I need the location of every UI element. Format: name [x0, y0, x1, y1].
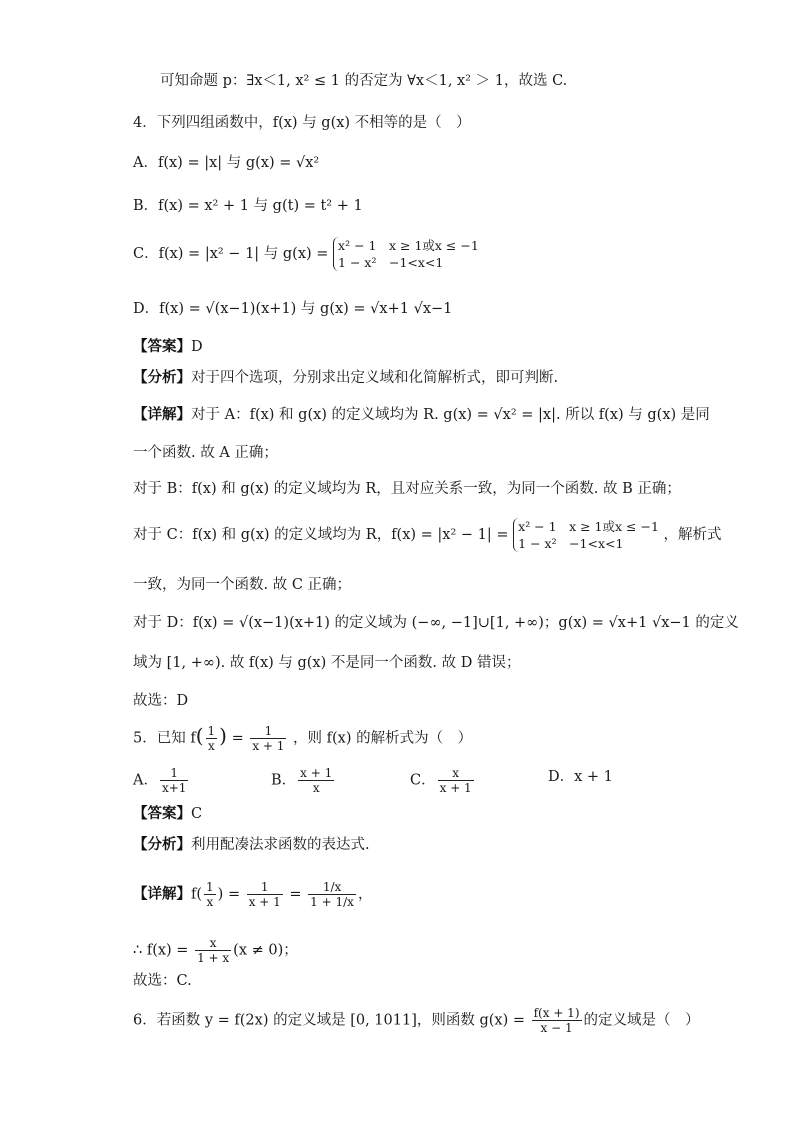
detail-1-prefix: f( [191, 886, 203, 903]
q4-detail-line-4 [133, 518, 722, 552]
detail-4-suffix: ，解析式 [663, 527, 722, 543]
detail-4-cases [513, 518, 659, 552]
detail-1-suffix: ， [357, 886, 373, 903]
detail-4-case2: 1 − x² −1<x<1 [518, 536, 624, 551]
frac-denominator: x [312, 781, 320, 795]
q4-option-c-case1: x² − 1 x ≥ 1或x ≤ −1 [338, 238, 479, 253]
frac-denominator: 1 + 1/x [310, 895, 354, 909]
q4-option-c-cases [333, 237, 479, 271]
q5-option-c [410, 766, 476, 795]
answer-value: D [191, 339, 203, 355]
frac-numerator: 1 [206, 880, 214, 894]
q5-answer [133, 803, 202, 825]
frac-denominator: x [206, 895, 214, 909]
q4-detail-line-3: 对于 B：f(x) 和 g(x) 的定义域均为 R，且对应关系一致，为同一个函数. 故 B 正确； [133, 481, 681, 497]
q4-option-c-prefix: C．f(x) = |x² − 1| 与 g(x) = [133, 246, 329, 262]
frac-numerator: 1 [207, 724, 216, 738]
q4-conclusion: 故选：D [133, 693, 189, 709]
frac-denominator: x + 1 [252, 739, 285, 753]
frac-denominator: x − 1 [540, 1021, 573, 1035]
q5-detail-line-1 [133, 880, 372, 909]
detail-2-fraction [195, 936, 231, 965]
frac-denominator: 1 + x [197, 951, 230, 965]
q4-option-b: B．f(x) = x² + 1 与 g(t) = t² + 1 [133, 198, 363, 214]
q6-stem-suffix: 的定义域是（ ） [583, 1012, 700, 1029]
q4-answer [133, 336, 203, 358]
detail-text: 对于 A：f(x) 和 g(x) 的定义域均为 R. g(x) = √x² = |x|. 所以 f(x) 与 g(x) 是同 [191, 407, 710, 423]
detail-1-arg-fraction [204, 880, 216, 909]
q6-stem [133, 1006, 700, 1035]
q5-option-b [271, 766, 336, 795]
answer-value: C [191, 806, 203, 822]
q5-option-d: D．x + 1 [548, 769, 613, 785]
frac-numerator: f(x + 1) [533, 1006, 580, 1020]
answer-tag: 【答案】 [133, 338, 191, 355]
frac-numerator: 1 [160, 766, 188, 781]
detail-4-prefix: 对于 C：f(x) 和 g(x) 的定义域均为 R，f(x) = |x² − 1| = [133, 527, 509, 543]
frac-numerator: x [195, 936, 231, 951]
q5-detail-line-2 [133, 936, 298, 965]
detail-1-compound-fraction [308, 880, 356, 909]
q5-stem [133, 724, 472, 753]
option-label: A． [133, 772, 158, 789]
option-c-fraction [438, 766, 474, 795]
q4-option-c [133, 237, 479, 271]
q6-fraction [532, 1006, 582, 1035]
q4-option-d: D．f(x) = √(x−1)(x+1) 与 g(x) = √x+1 √x−1 [133, 301, 453, 317]
analysis-text: 利用配凑法求函数的表达式. [191, 837, 370, 853]
q4-detail-line-7: 域为 [1, +∞). 故 f(x) 与 g(x) 不是同一个函数. 故 D 错误； [133, 655, 521, 671]
q4-detail-line-2: 一个函数. 故 A 正确； [133, 445, 278, 461]
left-paren: ( [195, 723, 204, 748]
q6-stem-prefix: 6．若函数 y = f(2x) 的定义域是 [0, 1011]，则函数 g(x) = [133, 1012, 525, 1029]
frac-numerator: 1 [250, 724, 286, 739]
q5-conclusion: 故选：C. [133, 973, 192, 989]
detail-2-suffix: (x ≠ 0)； [233, 942, 298, 959]
detail-tag: 【详解】 [133, 885, 191, 903]
q4-option-c-case2: 1 − x² −1<x<1 [338, 255, 444, 270]
analysis-tag: 【分析】 [133, 369, 191, 386]
frac-denominator: x + 1 [248, 895, 281, 909]
q4-detail-line-1 [133, 404, 710, 426]
q5-option-a [133, 766, 190, 795]
q5-analysis [133, 834, 370, 856]
q4-option-a: A．f(x) = |x| 与 g(x) = √x² [133, 155, 320, 171]
q5-arg-fraction [206, 724, 218, 753]
detail-4-case1: x² − 1 x ≥ 1或x ≤ −1 [518, 519, 659, 534]
frac-denominator: x+1 [161, 781, 187, 795]
frac-numerator: x + 1 [300, 766, 333, 780]
q5-stem-prefix: 5．已知 f [133, 730, 196, 747]
q5-rhs-fraction [250, 724, 286, 753]
detail-1-fraction [247, 880, 283, 909]
frac-numerator: 1/x [308, 880, 356, 895]
option-a-fraction [160, 766, 188, 795]
q3-solution-tail: 可知命题 p：∃x＜1, x² ≤ 1 的否定为 ∀x＜1, x² ＞ 1，故选 C. [160, 73, 568, 89]
q4-analysis [133, 367, 558, 389]
q5-stem-eq: = [231, 730, 244, 747]
detail-1-eq: = [289, 886, 302, 903]
q5-stem-suffix: ，则 f(x) 的解析式为（ ） [293, 730, 473, 747]
detail-tag: 【详解】 [133, 406, 191, 423]
detail-2-prefix: ∴ f(x) = [133, 942, 189, 959]
analysis-text: 对于四个选项，分别求出定义域和化简解析式，即可判断. [191, 370, 559, 386]
frac-numerator: 1 [247, 880, 283, 895]
q4-detail-line-6: 对于 D：f(x) = √(x−1)(x+1) 的定义域为 (−∞, −1]∪[1, +∞)；g(x) = √x+1 √x−1 的定义 [133, 615, 739, 631]
right-paren: ) [219, 723, 227, 748]
option-label: B． [271, 772, 297, 789]
q4-stem: 4．下列四组函数中，f(x) 与 g(x) 不相等的是（ ） [133, 115, 471, 131]
option-label: C． [410, 772, 436, 789]
answer-tag: 【答案】 [133, 805, 191, 822]
frac-denominator: x + 1 [439, 781, 472, 795]
q4-detail-line-5: 一致，为同一个函数. 故 C 正确； [133, 577, 352, 593]
analysis-tag: 【分析】 [133, 836, 191, 853]
detail-1-mid: ) = [217, 886, 241, 903]
option-b-fraction [298, 766, 334, 795]
frac-numerator: x [438, 766, 474, 781]
frac-denominator: x [207, 739, 215, 753]
